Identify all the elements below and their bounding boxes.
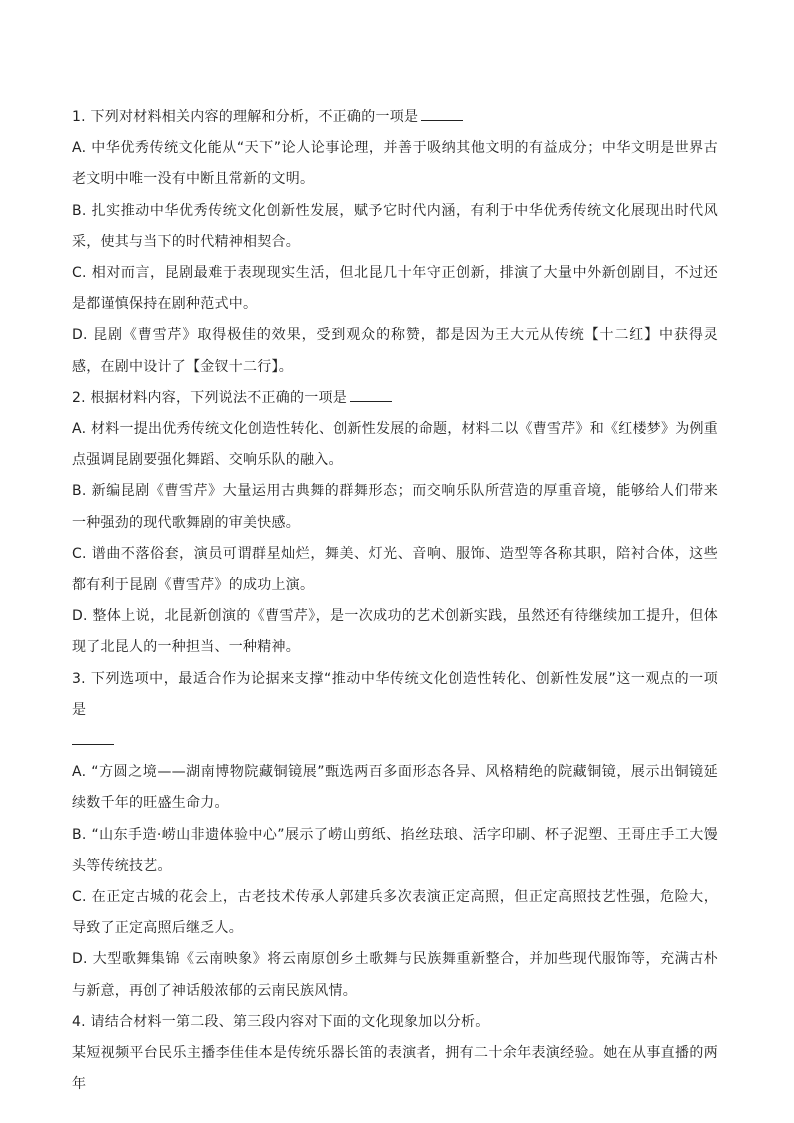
question-1-stem — [72, 102, 718, 133]
answer-blank — [350, 387, 392, 402]
answer-blank — [72, 730, 114, 745]
question-3-stem — [72, 664, 718, 758]
question-2-option-a: A. 材料一提出优秀传统文化创造性转化、创新性发展的命题，材料二以《曹雪芹》和《红楼梦》为例重点强调昆剧要强化舞蹈、交响乐队的融入。 — [72, 421, 718, 469]
question-4-passage: 某短视频平台民乐主播李佳佳本是传统乐器长笛的表演者，拥有二十余年表演经验。她在从事直播的两年 — [72, 1045, 718, 1093]
question-2-stem-text: 2. 根据材料内容，下列说法不正确的一项是 — [72, 389, 348, 406]
answer-blank — [421, 106, 463, 121]
question-1-option-b: B. 扎实推动中华优秀传统文化创新性发展，赋予它时代内涵，有利于中华优秀传统文化展现出时代风采，使其与当下的时代精神相契合。 — [72, 202, 718, 250]
question-3-option-c: C. 在正定古城的花会上，古老技术传承人郭建兵多次表演正定高照，但正定高照技艺性强，危险大，导致了正定高照后继乏人。 — [72, 889, 718, 937]
question-content — [72, 102, 718, 1101]
question-1-stem-text: 1. 下列对材料相关内容的理解和分析，不正确的一项是 — [72, 109, 419, 125]
question-3-option-a: A. “方圆之境——湖南博物院藏铜镜展”甄选两百多面形态各异、风格精绝的院藏铜镜，展示出铜镜延续数千年的旺盛生命力。 — [72, 764, 718, 812]
question-1-option-d: D. 昆剧《曹雪芹》取得极佳的效果，受到观众的称赞，都是因为王大元从传统【十二红】中获得灵感，在剧中设计了【金钗十二行】。 — [72, 327, 718, 375]
question-2-option-b: B. 新编昆剧《曹雪芹》大量运用古典舞的群舞形态；而交响乐队所营造的厚重音境，能够给人们带来一种强劲的现代歌舞剧的审美快感。 — [72, 483, 718, 531]
question-3-stem-text: 3. 下列选项中，最适合作为论据来支撑“推动中华传统文化创造性转化、创新性发展”这一观点的一项是 — [72, 670, 718, 718]
question-4-stem: 4. 请结合材料一第二段、第三段内容对下面的文化现象加以分析。 — [72, 1013, 490, 1030]
question-1-option-c: C. 相对而言，昆剧最难于表现现实生活，但北昆几十年守正创新，排演了大量中外新创剧目，不过还是都谨慎保持在剧种范式中。 — [72, 265, 718, 313]
question-3-option-d: D. 大型歌舞集锦《云南映象》将云南原创乡土歌舞与民族舞重新整合，并加些现代服饰等，充满古朴与新意，再创了神话般浓郁的云南民族风情。 — [72, 951, 718, 999]
question-1-option-a: A. 中华优秀传统文化能从“天下”论人论事论理，并善于吸纳其他文明的有益成分；中华文明是世界古老文明中唯一没有中断且常新的文明。 — [72, 140, 718, 188]
question-2-option-d: D. 整体上说，北昆新创演的《曹雪芹》，是一次成功的艺术创新实践，虽然还有待继续加工提升，但体现了北昆人的一种担当、一种精神。 — [72, 608, 718, 656]
question-2-stem — [72, 383, 718, 414]
question-3-option-b: B. “山东手造·崂山非遗体验中心”展示了崂山剪纸、掐丝珐琅、活字印刷、杯子泥塑、王哥庄手工大馒头等传统技艺。 — [72, 826, 718, 874]
question-2-option-c: C. 谱曲不落俗套，演员可谓群星灿烂，舞美、灯光、音响、服饰、造型等各称其职，陪衬合体，这些都有利于昆剧《曹雪芹》的成功上演。 — [72, 545, 718, 594]
